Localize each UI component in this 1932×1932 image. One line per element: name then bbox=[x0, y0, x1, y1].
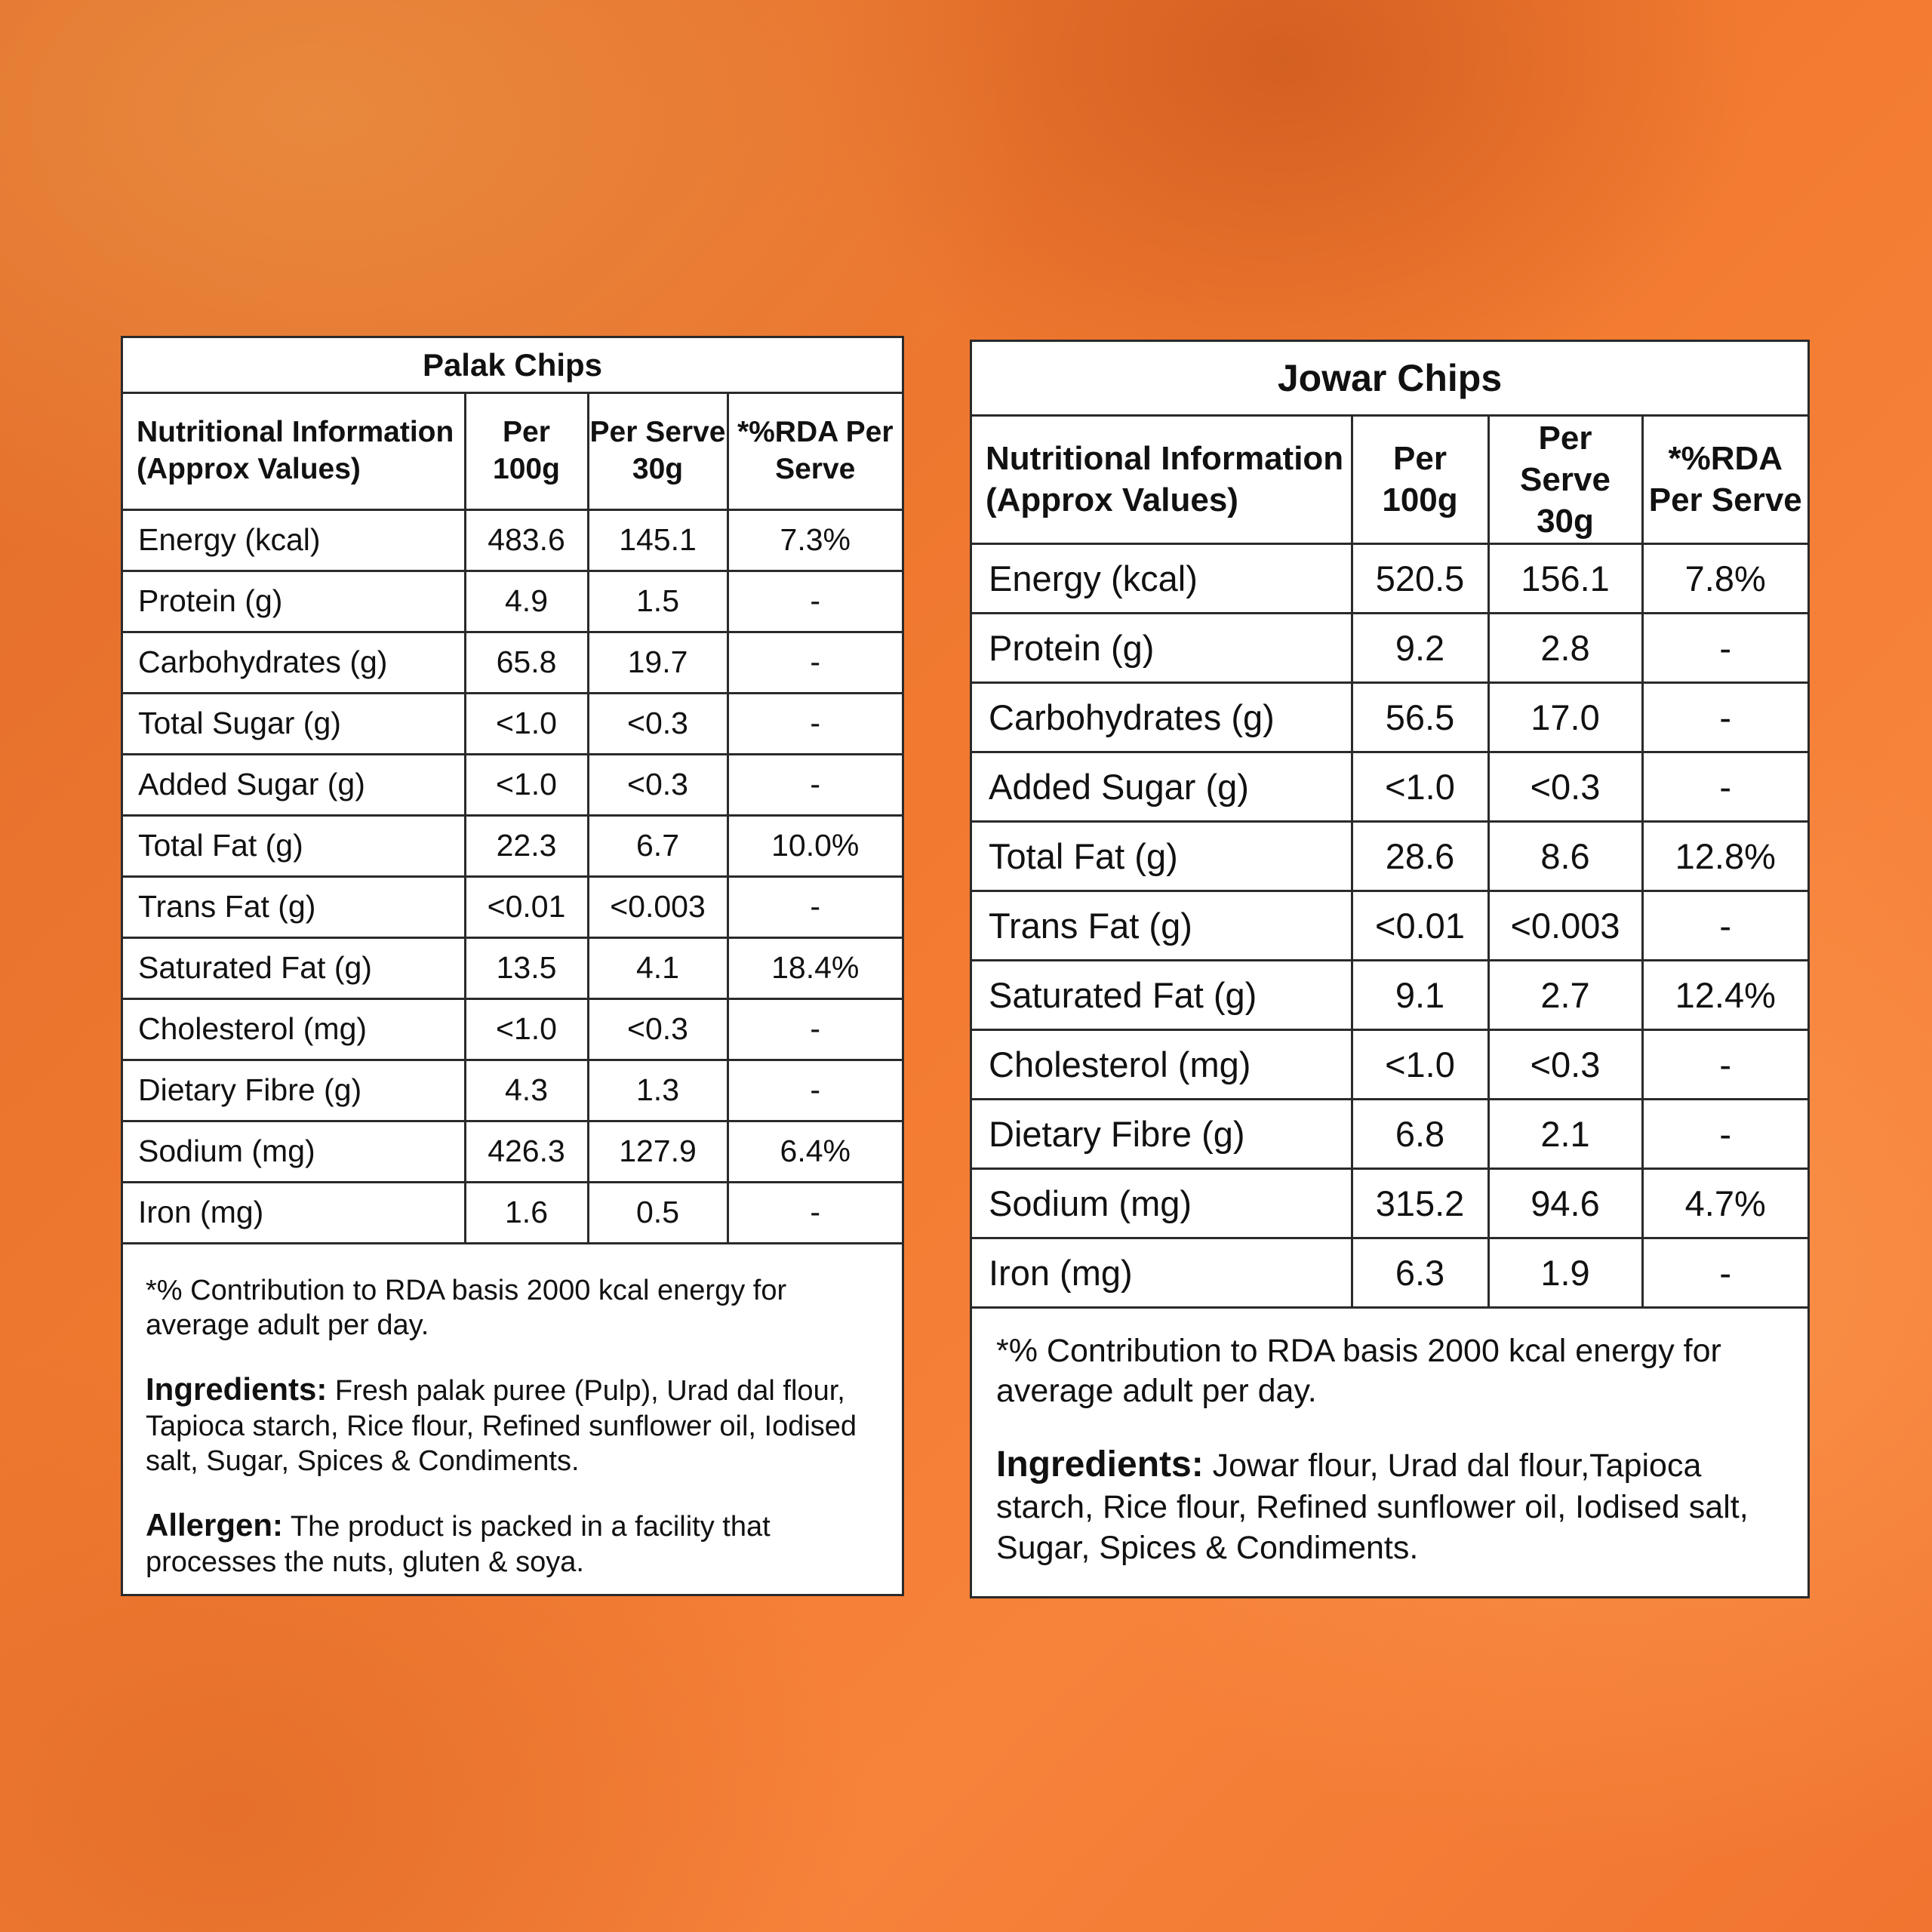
nutrient-name-cell: Total Sugar (g) bbox=[123, 693, 465, 754]
header-nutritional-info: Nutritional Information (Approx Values) bbox=[123, 394, 465, 509]
rda-note: *% Contribution to RDA basis 2000 kcal energy for average adult per day. bbox=[146, 1274, 787, 1341]
per-serve-cell: 19.7 bbox=[588, 632, 728, 693]
jowar-nutrition-table bbox=[972, 417, 1807, 1309]
per-100g-cell: <0.01 bbox=[1352, 891, 1488, 960]
per-serve-cell: <0.3 bbox=[588, 693, 728, 754]
per-serve-cell: 1.9 bbox=[1488, 1238, 1642, 1307]
per-serve-cell: 145.1 bbox=[588, 509, 728, 571]
nutrient-name-cell: Dietary Fibre (g) bbox=[972, 1099, 1352, 1168]
per-100g-cell: 28.6 bbox=[1352, 821, 1488, 891]
nutrient-name-cell: Iron (mg) bbox=[123, 1182, 465, 1243]
per-100g-cell: <0.01 bbox=[465, 876, 588, 937]
header-per-100g: Per 100g bbox=[465, 394, 588, 509]
rda-cell: - bbox=[728, 632, 902, 693]
ingredients-value: Fresh palak puree (Pulp), Urad dal flour, Tapioca starch, Rice flour, Refined sunflower oil, Iodised salt, Sugar, Spices & Condiments. bbox=[146, 1375, 857, 1477]
rda-cell: 4.7% bbox=[1642, 1168, 1807, 1238]
per-100g-cell: 1.6 bbox=[465, 1182, 588, 1243]
nutrient-name-cell: Sodium (mg) bbox=[123, 1121, 465, 1182]
table-row bbox=[123, 571, 902, 632]
per-serve-cell: <0.3 bbox=[1488, 1029, 1642, 1099]
per-100g-cell: 22.3 bbox=[465, 815, 588, 876]
per-serve-cell: 94.6 bbox=[1488, 1168, 1642, 1238]
jowar-nutrition-panel bbox=[970, 340, 1810, 1598]
rda-cell: - bbox=[728, 1060, 902, 1121]
allergen-label: Allergen: bbox=[146, 1507, 284, 1543]
rda-cell: 12.4% bbox=[1642, 960, 1807, 1029]
header-nutritional-info: Nutritional Information (Approx Values) bbox=[972, 417, 1352, 543]
per-serve-cell: 2.1 bbox=[1488, 1099, 1642, 1168]
per-100g-cell: 6.3 bbox=[1352, 1238, 1488, 1307]
palak-nutrition-table bbox=[123, 394, 902, 1244]
rda-cell: 7.3% bbox=[728, 509, 902, 571]
per-100g-cell: 56.5 bbox=[1352, 682, 1488, 752]
table-row bbox=[123, 815, 902, 876]
ingredients-text bbox=[996, 1442, 1786, 1569]
table-row bbox=[123, 632, 902, 693]
table-row bbox=[972, 821, 1807, 891]
header-per-serve: Per Serve 30g bbox=[1488, 417, 1642, 543]
table-row bbox=[972, 1238, 1807, 1307]
per-serve-cell: 8.6 bbox=[1488, 821, 1642, 891]
header-rda: *%RDA Per Serve bbox=[728, 394, 902, 509]
per-100g-cell: 4.9 bbox=[465, 571, 588, 632]
rda-cell: 12.8% bbox=[1642, 821, 1807, 891]
nutrient-name-cell: Saturated Fat (g) bbox=[123, 937, 465, 998]
rda-cell: - bbox=[1642, 613, 1807, 682]
jowar-notes bbox=[972, 1309, 1807, 1569]
rda-cell: 10.0% bbox=[728, 815, 902, 876]
nutrient-name-cell: Added Sugar (g) bbox=[972, 752, 1352, 821]
per-100g-cell: 9.2 bbox=[1352, 613, 1488, 682]
rda-cell: - bbox=[1642, 1238, 1807, 1307]
rda-cell: - bbox=[728, 876, 902, 937]
nutrient-name-cell: Protein (g) bbox=[123, 571, 465, 632]
nutrient-name-cell: Added Sugar (g) bbox=[123, 754, 465, 815]
allergen-value: The product is packed in a facility that processes the nuts, gluten & soya. bbox=[146, 1511, 771, 1578]
per-serve-cell: 1.5 bbox=[588, 571, 728, 632]
allergen-text bbox=[146, 1506, 881, 1580]
rda-cell: - bbox=[728, 693, 902, 754]
per-100g-cell: 426.3 bbox=[465, 1121, 588, 1182]
table-row bbox=[123, 937, 902, 998]
ingredients-value: Jowar flour, Urad dal flour,Tapioca starch, Rice flour, Refined sunflower oil, Iodised salt, Sugar, Spices & Condiments. bbox=[996, 1447, 1749, 1566]
nutrient-name-cell: Saturated Fat (g) bbox=[972, 960, 1352, 1029]
table-row bbox=[972, 1099, 1807, 1168]
nutrient-name-cell: Cholesterol (mg) bbox=[972, 1029, 1352, 1099]
rda-cell: 18.4% bbox=[728, 937, 902, 998]
table-row bbox=[972, 1029, 1807, 1099]
table-row bbox=[123, 1121, 902, 1182]
rda-note: *% Contribution to RDA basis 2000 kcal energy for average adult per day. bbox=[996, 1332, 1721, 1410]
table-header-row bbox=[972, 417, 1807, 543]
rda-cell: - bbox=[728, 998, 902, 1060]
per-100g-cell: 483.6 bbox=[465, 509, 588, 571]
table-row bbox=[972, 543, 1807, 613]
nutrient-name-cell: Energy (kcal) bbox=[972, 543, 1352, 613]
rda-cell: - bbox=[1642, 1099, 1807, 1168]
nutrient-name-cell: Trans Fat (g) bbox=[123, 876, 465, 937]
header-rda: *%RDA Per Serve bbox=[1642, 417, 1807, 543]
table-row bbox=[972, 613, 1807, 682]
nutrient-name-cell: Dietary Fibre (g) bbox=[123, 1060, 465, 1121]
per-serve-cell: <0.3 bbox=[1488, 752, 1642, 821]
per-serve-cell: 6.7 bbox=[588, 815, 728, 876]
table-row bbox=[123, 998, 902, 1060]
rda-cell: 6.4% bbox=[728, 1121, 902, 1182]
table-row bbox=[123, 1182, 902, 1243]
palak-nutrition-panel bbox=[121, 336, 904, 1596]
per-100g-cell: <1.0 bbox=[1352, 1029, 1488, 1099]
per-serve-cell: <0.3 bbox=[588, 998, 728, 1060]
nutrient-name-cell: Total Fat (g) bbox=[123, 815, 465, 876]
palak-title: Palak Chips bbox=[123, 338, 902, 394]
table-row bbox=[972, 1168, 1807, 1238]
header-per-100g: Per 100g bbox=[1352, 417, 1488, 543]
table-row bbox=[123, 754, 902, 815]
ingredients-label: Ingredients: bbox=[996, 1444, 1204, 1484]
palak-notes bbox=[123, 1244, 902, 1580]
table-row bbox=[972, 891, 1807, 960]
nutrient-name-cell: Total Fat (g) bbox=[972, 821, 1352, 891]
nutrient-name-cell: Carbohydrates (g) bbox=[972, 682, 1352, 752]
table-row bbox=[123, 509, 902, 571]
per-serve-cell: 0.5 bbox=[588, 1182, 728, 1243]
nutrient-name-cell: Iron (mg) bbox=[972, 1238, 1352, 1307]
rda-cell: - bbox=[728, 571, 902, 632]
per-serve-cell: 4.1 bbox=[588, 937, 728, 998]
table-row bbox=[123, 876, 902, 937]
nutrient-name-cell: Cholesterol (mg) bbox=[123, 998, 465, 1060]
per-serve-cell: 2.8 bbox=[1488, 613, 1642, 682]
table-row bbox=[972, 682, 1807, 752]
per-100g-cell: 9.1 bbox=[1352, 960, 1488, 1029]
per-100g-cell: <1.0 bbox=[465, 693, 588, 754]
table-row bbox=[972, 960, 1807, 1029]
jowar-title: Jowar Chips bbox=[972, 342, 1807, 417]
rda-cell: - bbox=[728, 1182, 902, 1243]
nutrient-name-cell: Energy (kcal) bbox=[123, 509, 465, 571]
per-100g-cell: 520.5 bbox=[1352, 543, 1488, 613]
per-serve-cell: 156.1 bbox=[1488, 543, 1642, 613]
nutrient-name-cell: Trans Fat (g) bbox=[972, 891, 1352, 960]
per-serve-cell: <0.003 bbox=[1488, 891, 1642, 960]
rda-cell: - bbox=[1642, 682, 1807, 752]
per-100g-cell: <1.0 bbox=[465, 998, 588, 1060]
header-per-serve: Per Serve 30g bbox=[588, 394, 728, 509]
rda-cell: - bbox=[1642, 752, 1807, 821]
nutrient-name-cell: Protein (g) bbox=[972, 613, 1352, 682]
rda-cell: - bbox=[728, 754, 902, 815]
table-row bbox=[972, 752, 1807, 821]
per-100g-cell: <1.0 bbox=[465, 754, 588, 815]
per-100g-cell: 13.5 bbox=[465, 937, 588, 998]
table-row bbox=[123, 1060, 902, 1121]
nutrient-name-cell: Sodium (mg) bbox=[972, 1168, 1352, 1238]
ingredients-label: Ingredients: bbox=[146, 1371, 328, 1407]
nutrient-name-cell: Carbohydrates (g) bbox=[123, 632, 465, 693]
per-serve-cell: 17.0 bbox=[1488, 682, 1642, 752]
per-100g-cell: 6.8 bbox=[1352, 1099, 1488, 1168]
per-serve-cell: 1.3 bbox=[588, 1060, 728, 1121]
per-100g-cell: 315.2 bbox=[1352, 1168, 1488, 1238]
per-100g-cell: 65.8 bbox=[465, 632, 588, 693]
per-serve-cell: <0.003 bbox=[588, 876, 728, 937]
per-serve-cell: 2.7 bbox=[1488, 960, 1642, 1029]
per-serve-cell: <0.3 bbox=[588, 754, 728, 815]
rda-cell: - bbox=[1642, 1029, 1807, 1099]
rda-cell: - bbox=[1642, 891, 1807, 960]
table-header-row bbox=[123, 394, 902, 509]
per-100g-cell: 4.3 bbox=[465, 1060, 588, 1121]
ingredients-text bbox=[146, 1370, 881, 1478]
per-100g-cell: <1.0 bbox=[1352, 752, 1488, 821]
rda-cell: 7.8% bbox=[1642, 543, 1807, 613]
table-row bbox=[123, 693, 902, 754]
per-serve-cell: 127.9 bbox=[588, 1121, 728, 1182]
